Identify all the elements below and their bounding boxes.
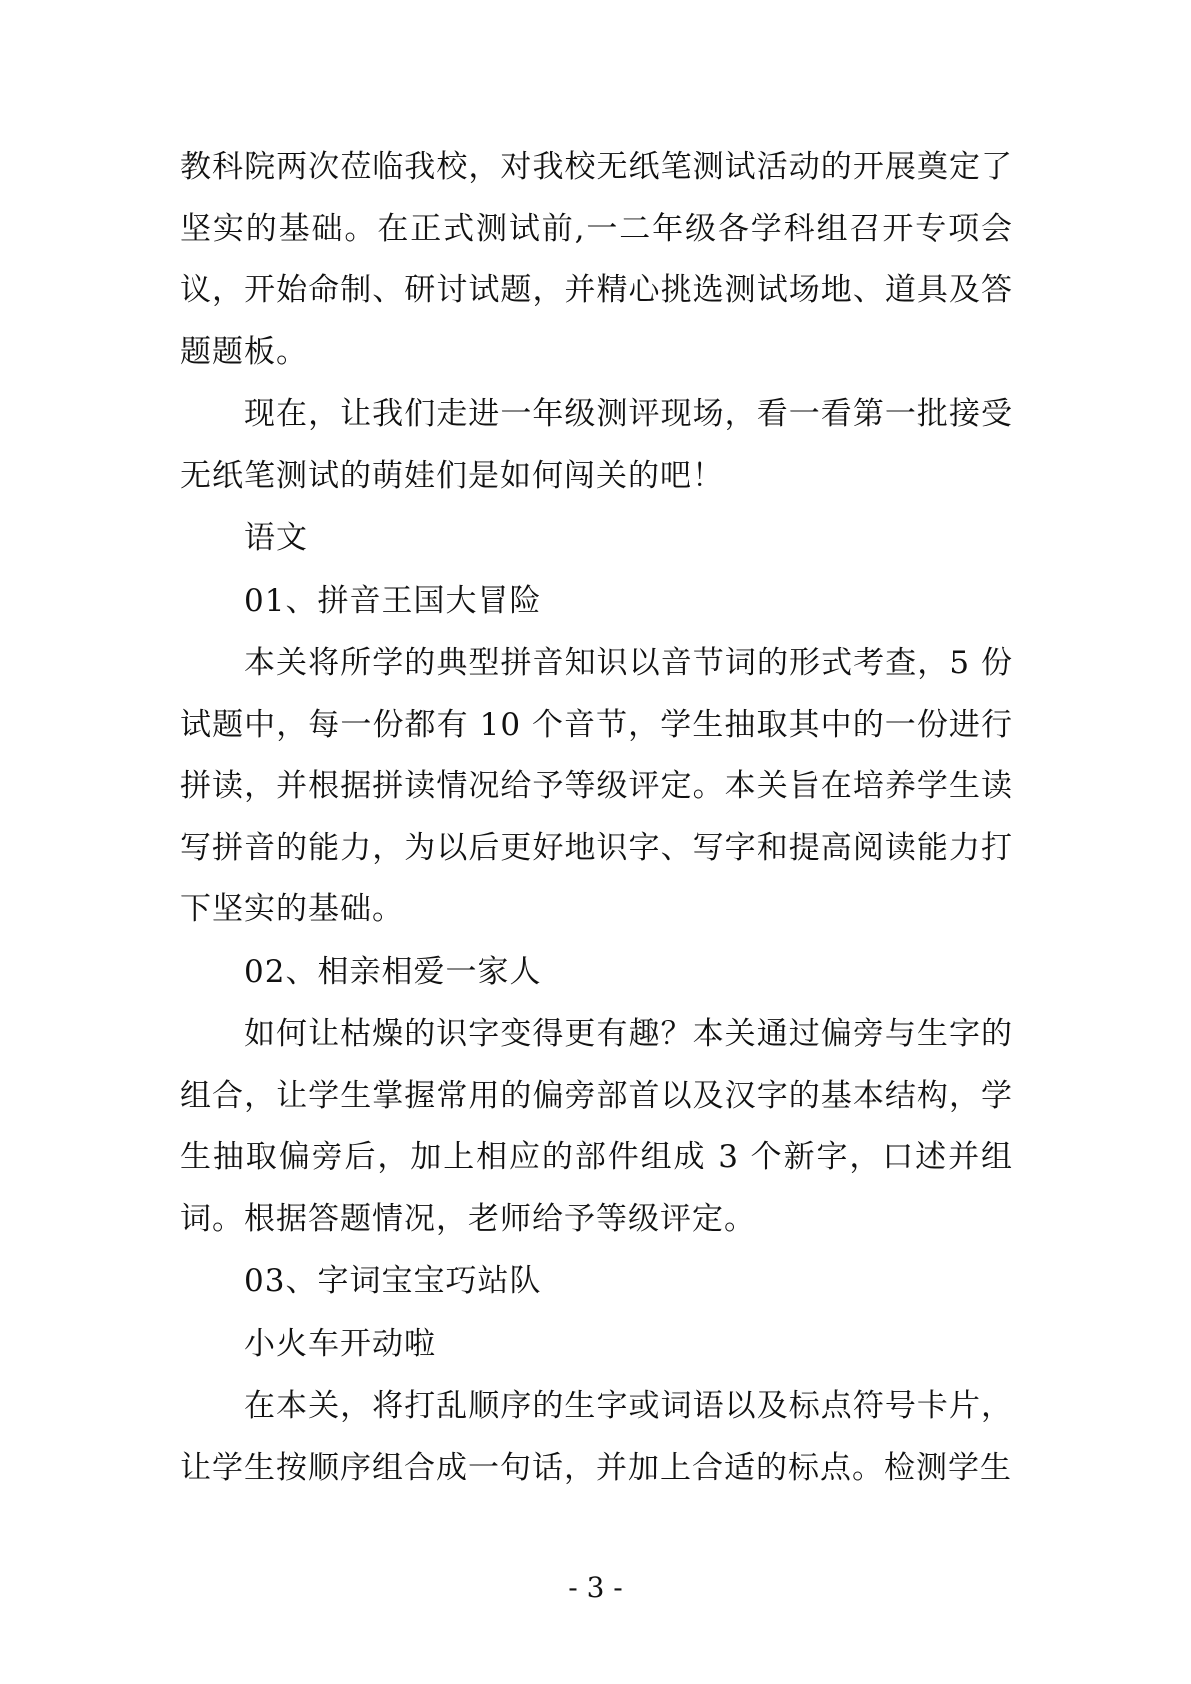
paragraph-intro-continued: 教科院两次莅临我校，对我校无纸笔测试活动的开展奠定了坚实的基础。在正式测试前,一二年级各学科组召开专项会议，开始命制、研讨试题，并精心挑选测试场地、道具及答题题板。	[180, 149, 1013, 370]
page-number: - 3 -	[568, 1571, 623, 1604]
section-heading-chinese: 语文	[244, 520, 308, 556]
subheading-radical-family: 02、相亲相爱一家人	[244, 953, 542, 990]
paragraph-invitation: 现在，让我们走进一年级测评现场，看一看第一批接受无纸笔测试的萌娃们是如何闯关的吧！	[180, 396, 1013, 494]
subheading-pinyin-adventure: 01、拼音王国大冒险	[244, 582, 542, 619]
paragraph-radical-description: 如何让枯燥的识字变得更有趣？本关通过偏旁与生字的组合，让学生掌握常用的偏旁部首以及汉字的基本结构，学生抽取偏旁后，加上相应的部件组成 3 个新字，口述并组词。根据答题情况，老师给予等级评定。	[180, 1016, 1013, 1237]
paragraph-pinyin-description: 本关将所学的典型拼音知识以音节词的形式考查，5 份试题中，每一份都有 10 个音节，学生抽取其中的一份进行拼读，并根据拼读情况给予等级评定。本关旨在培养学生读写拼音的能力，为以后更好地识字、写字和提高阅读能力打下坚实的基础。	[180, 645, 1013, 927]
paragraph-sentence-ordering: 在本关，将打乱顺序的生字或词语以及标点符号卡片，让学生按顺序组合成一句话，并加上合适的标点。检测学生	[180, 1388, 1013, 1486]
document-body	[180, 137, 1013, 1500]
subheading-word-lineup: 03、字词宝宝巧站队	[244, 1263, 542, 1299]
subheading-little-train: 小火车开动啦	[244, 1325, 436, 1362]
